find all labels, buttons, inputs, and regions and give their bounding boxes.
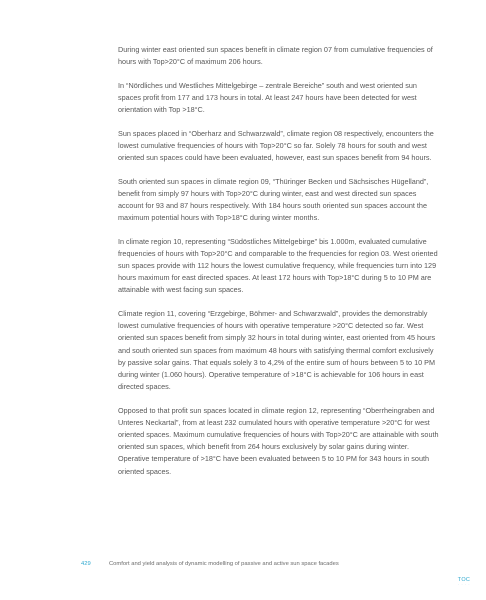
running-title: Comfort and yield analysis of dynamic modelling of passive and active sun space facades — [109, 561, 339, 567]
paragraph: Sun spaces placed in “Oberharz and Schwarzwald”, climate region 08 respectively, encounters the lowest cumulative frequencies of hours with Top>20°C so far. Solely 78 hours for south and west oriented sun spaces could have been evaluated, however, east sun spaces benefit from 94 hours. — [118, 128, 434, 163]
toc-link[interactable] — [454, 577, 474, 591]
toc-dots-icon: · · · · — [457, 582, 471, 587]
toc-label: TOC — [457, 577, 471, 583]
paragraph: South oriented sun spaces in climate region 09, “Thüringer Becken und Sächsisches Hügelland”, benefit from simply 97 hours with Top>20°C during winter, east and west directed sun spaces account for 93 and 87 hours respectively. With 184 hours south oriented sun spaces account the maximum potential hours with Top>18°C during winter months. — [118, 176, 429, 223]
paragraph: In “Nördliches und Westliches Mittelgebirge – zentrale Bereiche” south and west oriented sun spaces profit from 177 and 173 hours in total. At least 247 hours have been detected for west orientation with Top >18°C. — [118, 80, 417, 115]
paragraph: Opposed to that profit sun spaces located in climate region 12, representing “Oberrheingraben and Unteres Neckartal”, from at least 232 cumulated hours with operative temperature >20°C for west oriented spaces. Maximum cumulative frequencies of hours with Top>20°C are attainable with south oriented sun spaces, which benefit from 264 hours exclusively by solar gains during winter. Operative temperature of >18°C have been evaluated between 5 to 10 PM for 343 hours in south oriented spaces. — [118, 405, 439, 476]
paragraph: During winter east oriented sun spaces benefit in climate region 07 from cumulative frequencies of hours with Top>20°C of maximum 206 hours. — [118, 45, 433, 67]
paragraph: Climate region 11, covering “Erzgebirge, Böhmer- and Schwarzwald”, provides the demonstrably lowest cumulative frequencies of hours with operative temperature >20°C detected so far. West oriented sun spaces benefit from simply 32 hours in total during winter, east oriented from 45 hours and south oriented sun spaces from maximum 48 hours with satisfying thermal comfort exclusively by passive solar gains. That equals solely 3 to 4,2% of the entire sum of hours between 5 to 10 PM during winter (1.060 hours). Operative temperature of >18°C is achievable for 106 hours in east directed spaces. — [118, 308, 436, 392]
body-text — [118, 44, 440, 489]
page-footer — [81, 561, 461, 573]
paragraph: In climate region 10, representing “Südöstliches Mittelgebirge” bis 1.000m, evaluated cumulative frequencies of hours with Top>20°C and comparable to the frequencies for region 03. West oriented sun spaces provide with 112 hours the lowest cumulative frequency, while frequencies turn into 129 hours maximum for east directed spaces. At least 172 hours with Top>18°C during 5 to 10 PM are attainable with west facing sun spaces. — [118, 236, 438, 295]
page-number: 429 — [81, 561, 91, 567]
